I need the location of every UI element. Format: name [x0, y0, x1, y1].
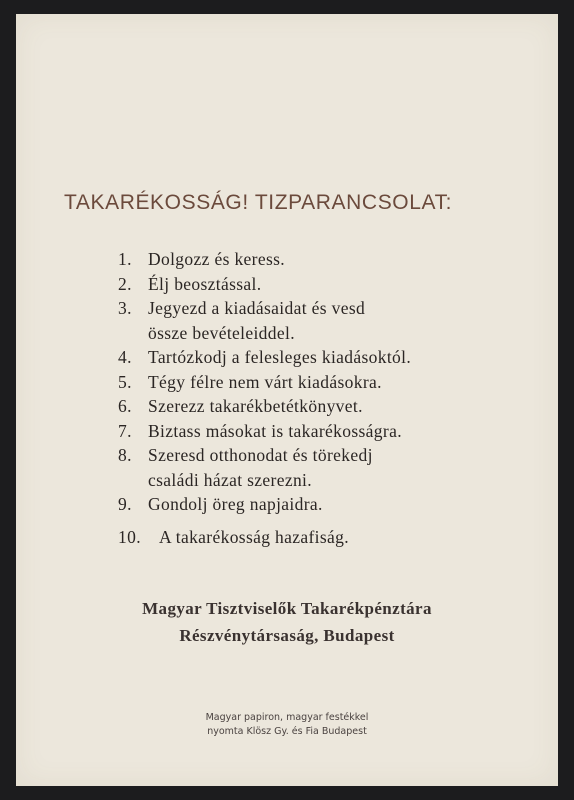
leaflet-card — [16, 14, 558, 786]
item-text: Jegyezd a kiadásaidat és vesd — [148, 298, 366, 318]
item-text: Tégy félre nem várt kiadásokra. — [148, 371, 382, 392]
item-text: össze bevételeiddel. — [148, 322, 295, 343]
commandments-list — [118, 247, 538, 549]
item-number: 5. — [118, 371, 132, 392]
item-number: 9. — [118, 494, 132, 514]
item-text: Szerezz takarékbetétkönyvet. — [148, 396, 363, 416]
publisher-location: Részvénytársaság, Budapest — [179, 626, 395, 645]
item-number: 7. — [118, 420, 132, 441]
list-item — [118, 394, 538, 419]
item-text: Szeresd otthonodat és törekedj — [148, 445, 373, 465]
publisher-name: Magyar Tisztviselők Takarékpénztára — [142, 599, 432, 618]
list-item — [118, 419, 538, 444]
item-text: A takarékosság hazafiság. — [159, 526, 349, 547]
item-number: 6. — [118, 396, 132, 416]
list-item — [118, 525, 538, 550]
item-number: 10. — [118, 526, 141, 547]
item-number: 4. — [118, 347, 132, 367]
item-text: Tartózkodj a felesleges kiadásoktól. — [148, 347, 412, 367]
list-item — [118, 247, 538, 272]
item-number: 3. — [118, 298, 132, 318]
page-title: TAKARÉKOSSÁG! TIZPARANCSOLAT: — [64, 191, 453, 214]
item-text: Biztass másokat is takarékosságra. — [148, 420, 402, 441]
item-text: családi házat szerezni. — [148, 469, 312, 490]
list-item — [118, 345, 538, 370]
list-item — [118, 370, 538, 395]
list-item — [118, 272, 538, 297]
item-text: Élj beosztással. — [148, 273, 262, 294]
item-number: 8. — [118, 445, 132, 465]
list-item — [118, 296, 538, 345]
list-item — [118, 443, 538, 492]
item-text: Gondolj öreg napjaidra. — [148, 494, 323, 514]
imprint-line-2: nyomta Klösz Gy. és Fia Budapest — [207, 726, 367, 737]
item-number: 1. — [118, 249, 132, 269]
item-number: 2. — [118, 273, 132, 294]
list-item — [118, 492, 538, 517]
imprint-line-1: Magyar papiron, magyar festékkel — [205, 712, 369, 723]
item-text: Dolgozz és keress. — [148, 249, 286, 269]
